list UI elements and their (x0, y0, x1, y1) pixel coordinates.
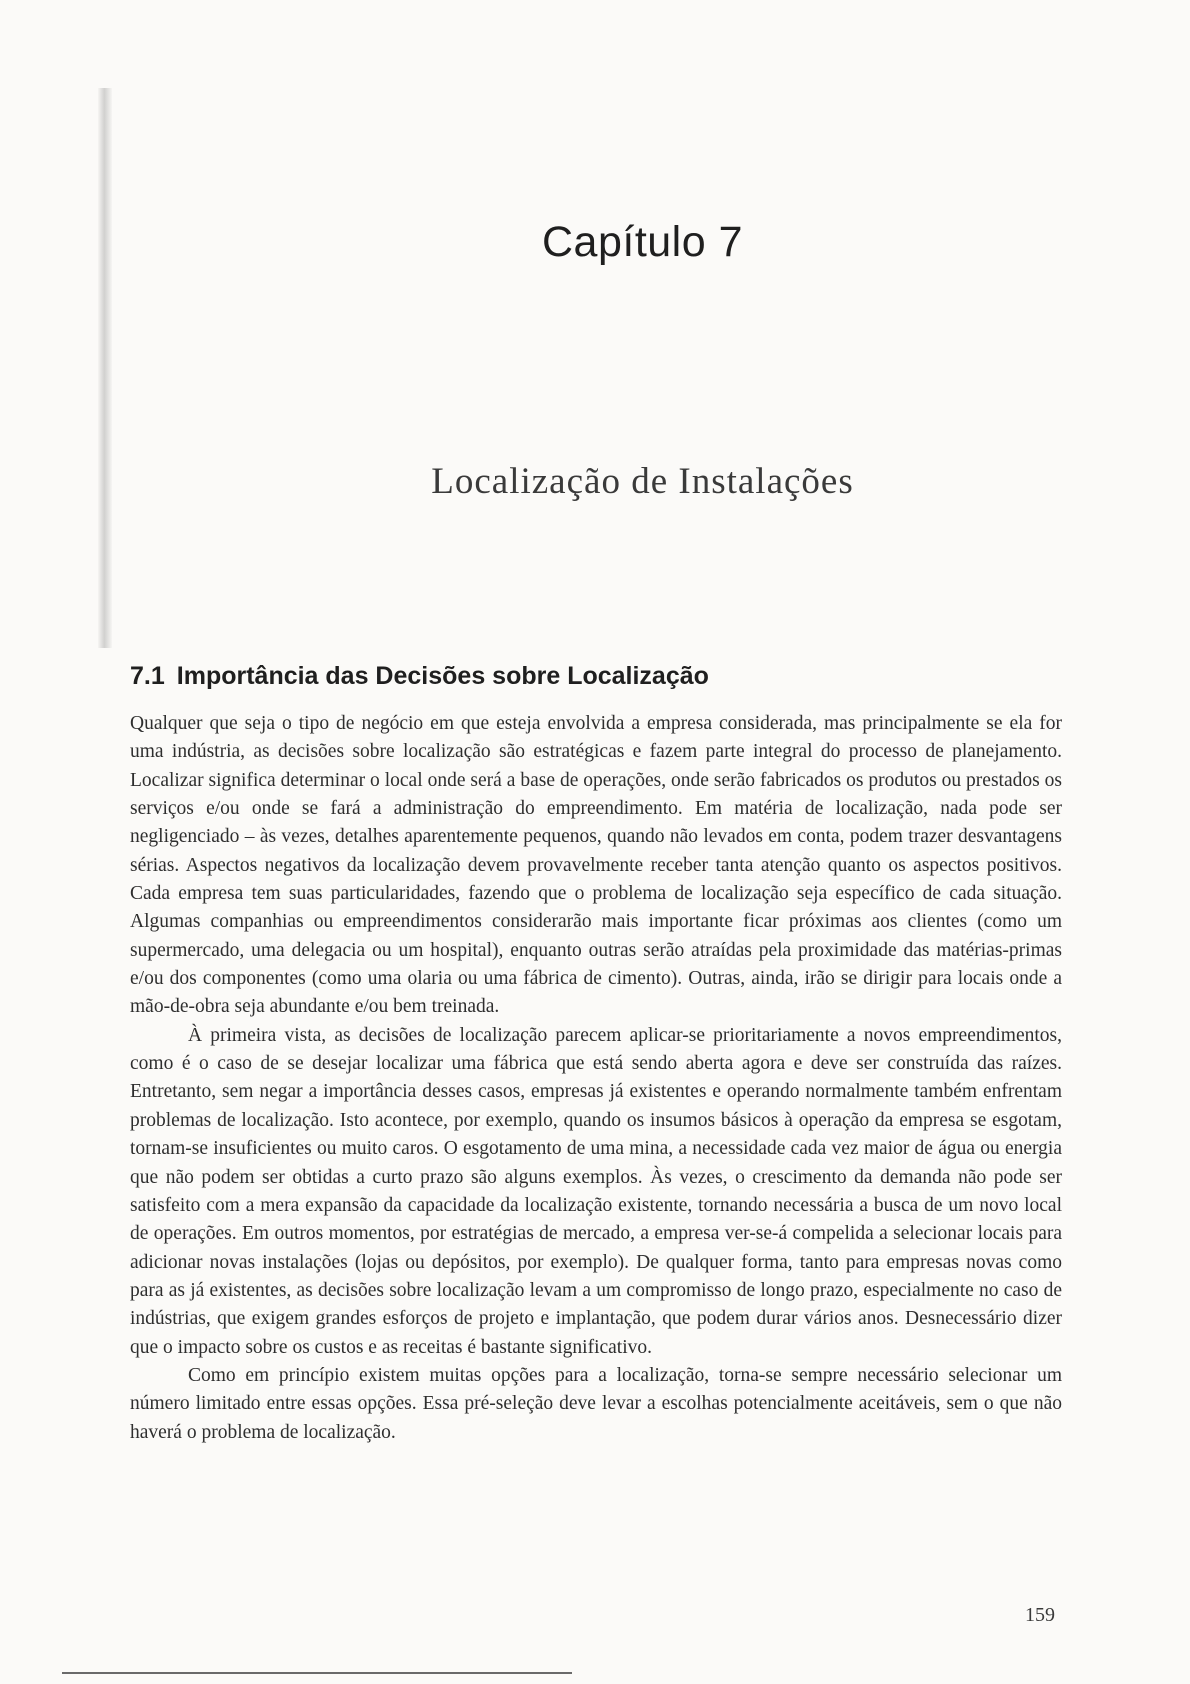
section-title: Importância das Decisões sobre Localização (176, 662, 709, 690)
paragraph-3: Como em princípio existem muitas opções para a localização, torna-se sempre necessário selecionar um número limitado entre essas opções. Essa pré-seleção deve levar a escolhas potencialmente aceitáveis, sem o que não haverá o problema de localização. (130, 1364, 1062, 1443)
paragraph-1: Qualquer que seja o tipo de negócio em que esteja envolvida a empresa considerada, mas principalmente se ela for uma indústria, as decisões sobre localização são estratégicas e fazem parte integral do processo de planejamento. Localizar significa determinar o local onde será a base de operações, onde serão fabricados os produtos ou prestados os serviços e/ou onde se fará a administração do empreendimento. Em matéria de localização, nada pode ser negligenciado – às vezes, detalhes aparentemente pequenos, quando não levados em conta, podem trazer desvantagens sérias. Aspectos negativos da localização devem provavelmente receber tanta atenção quanto os aspectos positivos. Cada empresa tem suas particularidades, fazendo que o problema de localização seja específico de cada situação. Algumas companhias ou empreendimentos considerarão mais importante ficar próximas aos clientes (como um supermercado, uma delegacia ou um hospital), enquanto outras serão atraídas pela proximidade das matérias-primas e/ou dos componentes (como uma olaria ou uma fábrica de cimento). Outras, ainda, irão se dirigir para locais onde a mão-de-obra seja abundante e/ou bem treinada. (130, 713, 1062, 1018)
binding-shadow (98, 88, 112, 648)
chapter-label: Capítulo 7 (541, 218, 744, 266)
chapter-title: Localização de Instalações (431, 461, 854, 502)
section-number: 7.1 (130, 662, 165, 690)
section-heading (130, 662, 709, 691)
body-text (130, 710, 1062, 1447)
paragraph-2: À primeira vista, as decisões de localização parecem aplicar-se prioritariamente a novos empreendimentos, como é o caso de se desejar localizar uma fábrica que está sendo aberta agora e deve ser construída das raízes. Entretanto, sem negar a importância desses casos, empresas já existentes e operando normalmente também enfrentam problemas de localização. Isto acontece, por exemplo, quando os insumos básicos à operação da empresa se esgotam, tornam-se insuficientes ou muito caros. O esgotamento de uma mina, a necessidade cada vez maior de água ou energia que não podem ser obtidas a curto prazo são alguns exemplos. Às vezes, o crescimento da demanda não pode ser satisfeito com a mera expansão da capacidade da localização existente, tornando necessária a busca de um novo local de operações. Em outros momentos, por estratégias de mercado, a empresa ver-se-á compelida a selecionar locais para adicionar novas instalações (lojas ou depósitos, por exemplo). De qualquer forma, tanto para empresas novas como para as já existentes, as decisões sobre localização levam a um compromisso de longo prazo, especialmente no caso de indústrias, que exigem grandes esforços de projeto e implantação, que podem durar vários anos. Desnecessário dizer que o impacto sobre os custos e as receitas é bastante significativo. (130, 1024, 1062, 1358)
bottom-rule (62, 1672, 572, 1674)
page-number: 159 (1025, 1604, 1055, 1626)
